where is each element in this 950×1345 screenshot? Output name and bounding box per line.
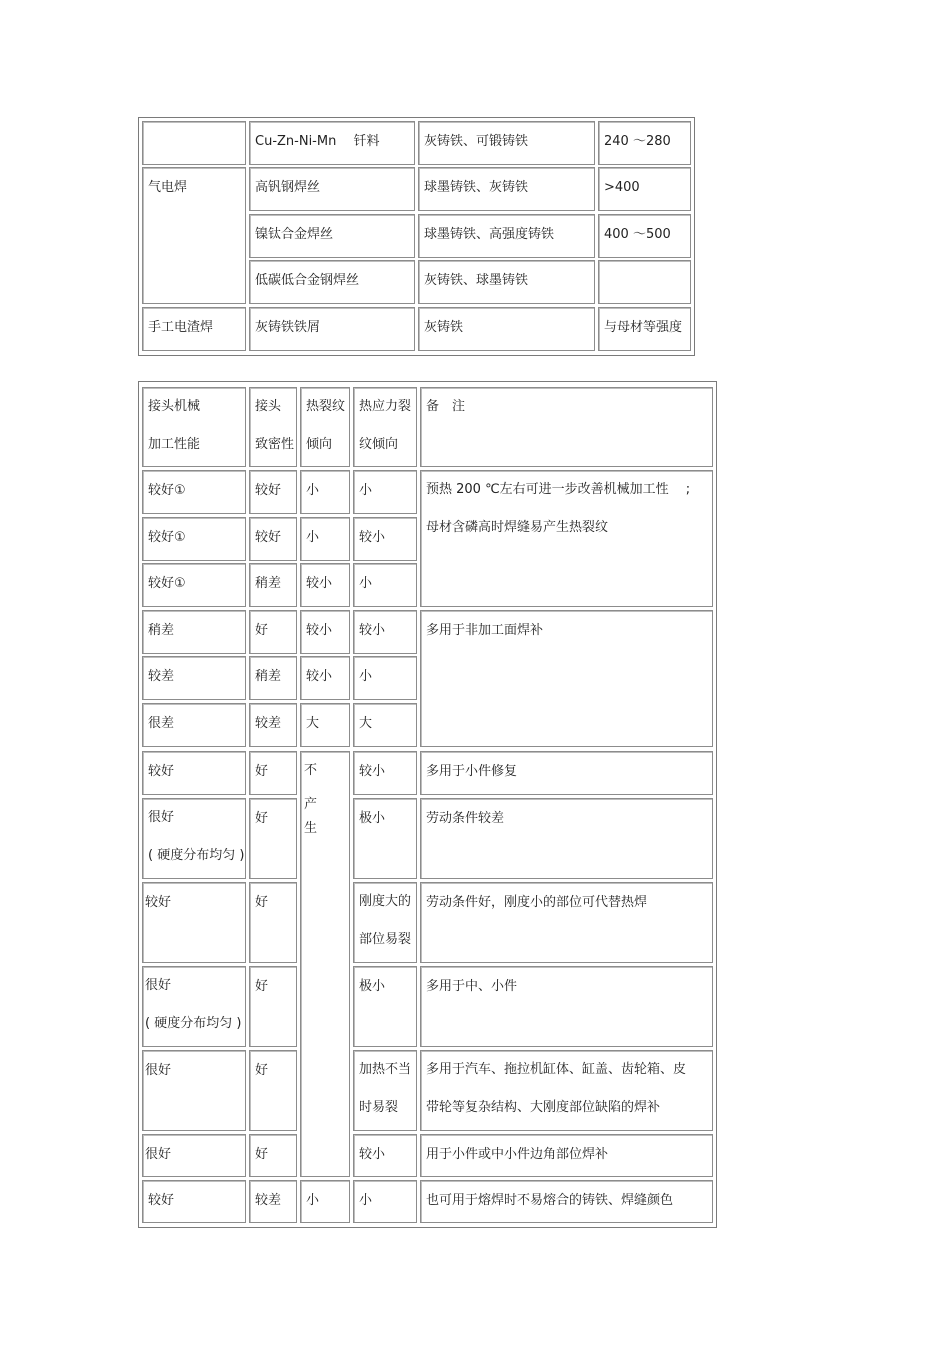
cell-machinability: 很差 xyxy=(142,703,246,747)
cell-machinability: 较好 xyxy=(142,882,246,963)
joint-properties-table xyxy=(138,381,717,1228)
cell-stress-crack: 加热不当 时易裂 xyxy=(353,1050,417,1131)
cell-material: 高钒钢焊丝 xyxy=(249,167,415,211)
cell-hot-crack: 较小 xyxy=(300,563,350,607)
cell-machinability: 很好 ( 硬度分布均匀 ) xyxy=(142,966,246,1047)
cell-stress-crack: 小 xyxy=(353,1180,417,1223)
cell-hot-crack: 小 xyxy=(300,470,350,514)
cell-density: 好 xyxy=(249,882,297,963)
cell-strength: 400 ～500 xyxy=(598,214,691,258)
header-machinability: 接头机械 加工性能 xyxy=(142,387,246,467)
cell-base-metal: 灰铸铁、可锻铸铁 xyxy=(418,121,595,165)
remark-non-machined: 多用于非加工面焊补 xyxy=(420,610,713,747)
cell-density: 好 xyxy=(249,610,297,654)
cell-hot-crack: 较小 xyxy=(300,610,350,654)
cell-material: 镍钛合金焊丝 xyxy=(249,214,415,258)
method-label: 气电焊 xyxy=(148,180,188,195)
cell-machinability: 很好 xyxy=(142,1134,246,1177)
cell-machinability: 较好 xyxy=(142,751,246,795)
cell-base-metal: 球墨铸铁、灰铸铁 xyxy=(418,167,595,211)
cell-base-metal: 球墨铸铁、高强度铸铁 xyxy=(418,214,595,258)
cell-stress-crack: 较小 xyxy=(353,610,417,654)
welding-materials-table xyxy=(138,117,695,356)
cell-base-metal: 灰铸铁 xyxy=(418,307,595,351)
cell-stress-crack: 小 xyxy=(353,656,417,700)
cell-machinability: 很好 ( 硬度分布均匀 ) xyxy=(142,798,246,879)
cell-density: 较差 xyxy=(249,703,297,747)
cell-base-metal: 灰铸铁、球墨铸铁 xyxy=(418,260,595,304)
cell-stress-crack: 小 xyxy=(353,563,417,607)
cell-method-row1 xyxy=(142,121,246,165)
cell-density: 好 xyxy=(249,1134,297,1177)
cell-density: 稍差 xyxy=(249,563,297,607)
header-remark: 备 注 xyxy=(420,387,713,467)
cell-remark: 劳动条件较差 xyxy=(420,798,713,879)
cell-density: 好 xyxy=(249,966,297,1047)
cell-density: 好 xyxy=(249,751,297,795)
cell-density: 稍差 xyxy=(249,656,297,700)
cell-machinability: 较差 xyxy=(142,656,246,700)
cell-method-gas-electric xyxy=(142,167,246,304)
cell-density: 较好 xyxy=(249,470,297,514)
cell-machinability: 较好① xyxy=(142,470,246,514)
cell-density: 好 xyxy=(249,1050,297,1131)
cell-hot-crack-none: 不 产 生 xyxy=(300,751,350,1177)
cell-stress-crack: 较小 xyxy=(353,517,417,561)
cell-strength: 240 ～280 xyxy=(598,121,691,165)
cell-stress-crack: 极小 xyxy=(353,798,417,879)
cell-method-electroslag: 手工电渣焊 xyxy=(142,307,246,351)
cell-remark: 用于小件或中小件边角部位焊补 xyxy=(420,1134,713,1177)
cell-machinability: 很好 xyxy=(142,1050,246,1131)
cell-material: 低碳低合金钢焊丝 xyxy=(249,260,415,304)
cell-stress-crack: 刚度大的 部位易裂 xyxy=(353,882,417,963)
cell-machinability: 较好 xyxy=(142,1180,246,1223)
header-stress-crack: 热应力裂 纹倾向 xyxy=(353,387,417,467)
cell-material: Cu-Zn-Ni-Mn 钎料 xyxy=(249,121,415,165)
cell-material: 灰铸铁铁屑 xyxy=(249,307,415,351)
cell-remark: 也可用于熔焊时不易熔合的铸铁、焊缝颜色 xyxy=(420,1180,713,1223)
cell-hot-crack: 小 xyxy=(300,517,350,561)
cell-hot-crack: 较小 xyxy=(300,656,350,700)
header-density: 接头 致密性 xyxy=(249,387,297,467)
cell-strength: 与母材等强度 xyxy=(598,307,691,351)
cell-density: 较好 xyxy=(249,517,297,561)
cell-remark: 多用于中、小件 xyxy=(420,966,713,1047)
cell-stress-crack: 大 xyxy=(353,703,417,747)
cell-stress-crack: 较小 xyxy=(353,751,417,795)
header-hot-crack: 热裂纹 倾向 xyxy=(300,387,350,467)
cell-machinability: 稍差 xyxy=(142,610,246,654)
cell-density: 较差 xyxy=(249,1180,297,1223)
cell-stress-crack: 极小 xyxy=(353,966,417,1047)
cell-machinability: 较好① xyxy=(142,517,246,561)
cell-stress-crack: 较小 xyxy=(353,1134,417,1177)
remark-preheat: 预热 200 ℃左右可进一步改善机械加工性 ; 母材含磷高时焊缝易产生热裂纹 xyxy=(420,470,713,607)
cell-remark: 劳动条件好，刚度小的部位可代替热焊 xyxy=(420,882,713,963)
cell-density: 好 xyxy=(249,798,297,879)
cell-hot-crack: 小 xyxy=(300,1180,350,1223)
cell-strength: >400 xyxy=(598,167,691,211)
cell-hot-crack: 大 xyxy=(300,703,350,747)
cell-remark: 多用于小件修复 xyxy=(420,751,713,795)
cell-stress-crack: 小 xyxy=(353,470,417,514)
cell-machinability: 较好① xyxy=(142,563,246,607)
cell-remark: 多用于汽车、拖拉机缸体、缸盖、齿轮箱、皮 带轮等复杂结构、大刚度部位缺陷的焊补 xyxy=(420,1050,713,1131)
cell-strength xyxy=(598,260,691,304)
